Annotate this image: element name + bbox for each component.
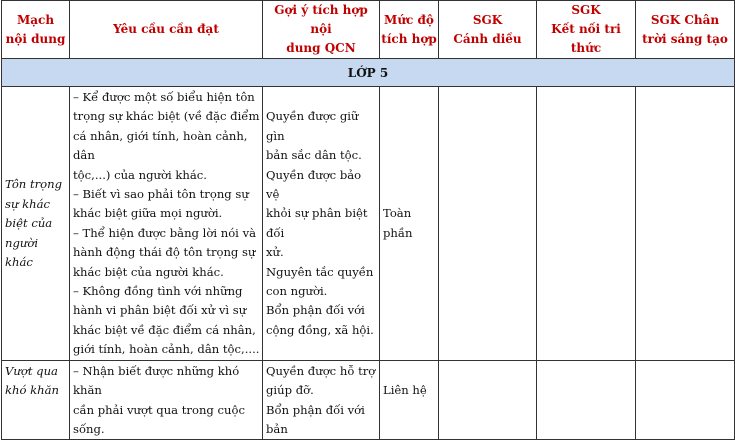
sgk-ket-noi-cell <box>537 360 636 440</box>
header-sgk-chan-troi: SGK Chân trời sáng tạo <box>636 1 735 59</box>
topic-cell: Vượt qua khó khăn <box>2 360 70 440</box>
sgk-canh-dieu-cell <box>439 87 537 361</box>
sgk-ket-noi-cell <box>537 87 636 361</box>
header-row <box>2 1 735 59</box>
sgk-chan-troi-cell <box>636 87 735 361</box>
table-row <box>2 360 735 440</box>
curriculum-table <box>1 0 735 440</box>
grade-label: LỚP 5 <box>2 59 735 87</box>
table-row <box>2 87 735 361</box>
sgk-canh-dieu-cell <box>439 360 537 440</box>
header-requirements: Yêu cầu cần đạt <box>70 1 263 59</box>
qcn-cell: Quyền được giữ gìn bản sắc dân tộc. Quyền được bảo vệ khỏi sự phân biệt đối xử. Nguyên tắc quyền con người. Bổn phận đối với cộng đồng, xã hội. <box>263 87 380 361</box>
grade-row <box>2 59 735 87</box>
header-sgk-ket-noi: SGK Kết nối tri thức <box>537 1 636 59</box>
level-cell: Toàn phần <box>380 87 439 361</box>
level-cell: Liên hệ <box>380 360 439 440</box>
qcn-cell: Quyền được hỗ trợ giúp đỡ. Bổn phận đối với bản <box>263 360 380 440</box>
header-topic: Mạch nội dung <box>2 1 70 59</box>
requirements-cell: – Nhận biết được những khó khăn cần phải vượt qua trong cuộc sống. <box>70 360 263 440</box>
topic-cell: Tôn trọng sự khác biệt của người khác <box>2 87 70 361</box>
header-level: Mức độ tích hợp <box>380 1 439 59</box>
requirements-cell: – Kể được một số biểu hiện tôn trọng sự khác biệt (về đặc điểm cá nhân, giới tính, hoàn cảnh, dân tộc,...) của người khác. – Biết vì sao phải tôn trọng sự khác biệt giữa mọi người. – Thể hiện được bằng lời nói và hành động thái độ tôn trọng sự khác biệt của người khác. – Không đồng tình với những hành vi phân biệt đối xử vì sự khác biệt về đặc điểm cá nhân, giới tính, hoàn cảnh, dân tộc,.... <box>70 87 263 361</box>
sgk-chan-troi-cell <box>636 360 735 440</box>
header-qcn: Gợi ý tích hợp nội dung QCN <box>263 1 380 59</box>
header-sgk-canh-dieu: SGK Cánh diều <box>439 1 537 59</box>
